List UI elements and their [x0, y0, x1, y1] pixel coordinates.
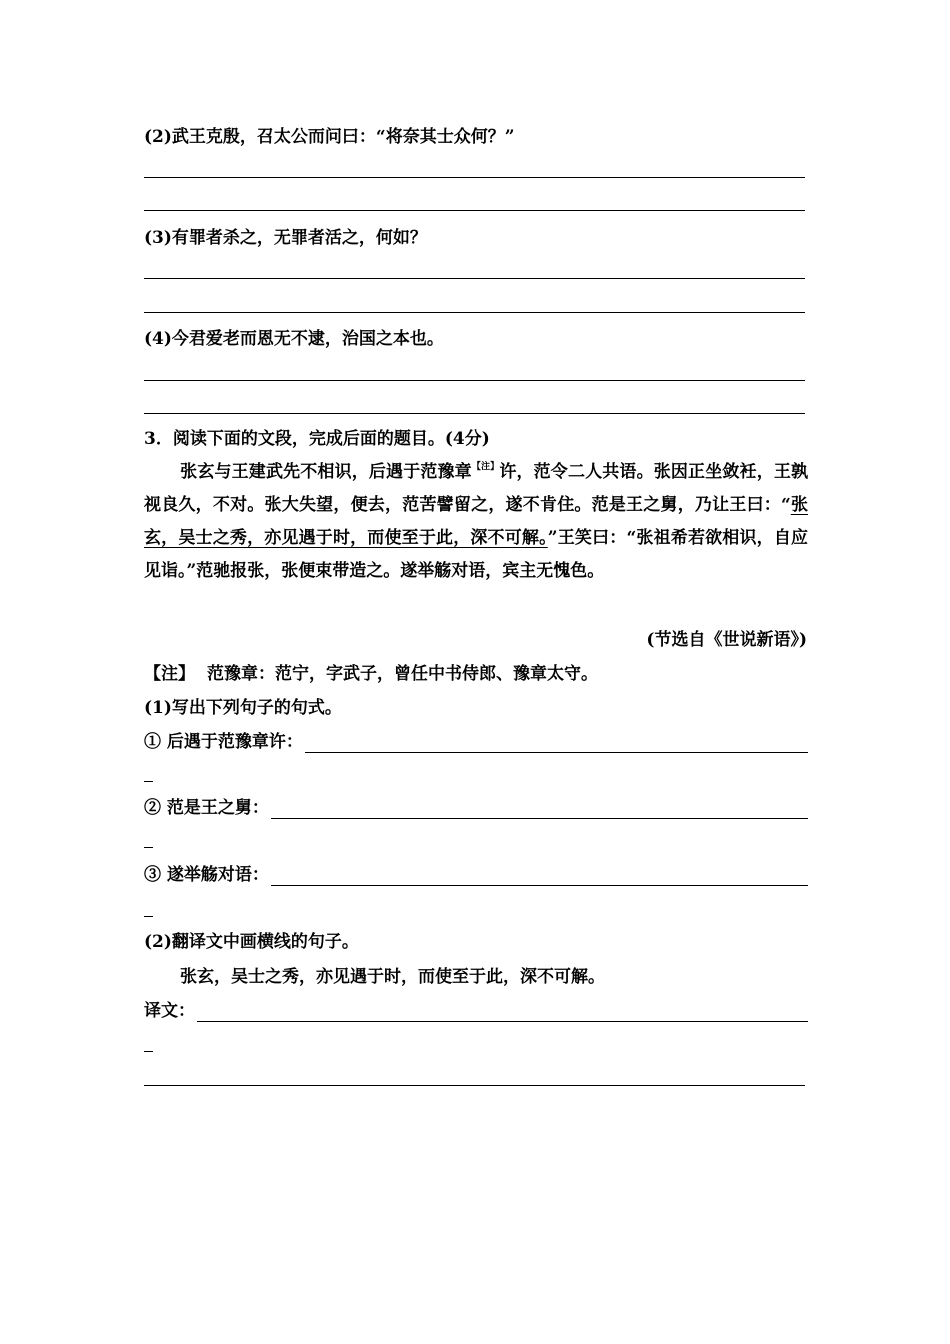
answer-blank[interactable]: [271, 800, 808, 819]
underlined-sentence: 张玄，吴士之秀，亦见遇于时，而使至于此，深不可解。: [144, 495, 808, 548]
subquestion-1-title: (1)写出下列句子的句式。: [144, 698, 342, 718]
translation-label: 译文：: [144, 1001, 195, 1021]
answer-blank[interactable]: [197, 1003, 808, 1022]
sentence-to-translate: 张玄，吴士之秀，亦见遇于时，而使至于此，深不可解。: [180, 967, 605, 987]
answer-line[interactable]: [144, 278, 805, 279]
footnote-text: 范豫章：范宁，字武子，曾任中书侍郎、豫章太守。: [207, 664, 598, 684]
answer-line[interactable]: [144, 312, 805, 313]
answer-blank[interactable]: [305, 734, 808, 753]
answer-row-3: [144, 864, 808, 886]
question-3-title: 3．阅读下面的文段，完成后面的题目。(4分): [144, 429, 490, 449]
answer-line[interactable]: [144, 177, 805, 178]
item-label: ② 范是王之舅：: [144, 798, 269, 818]
passage-text: ”王笑曰：“张祖希若欲相识，自应见诣。”范驰报张，张便束带造之。遂举觞对语，宾主无愧色。: [144, 528, 809, 581]
wrap-dash: [144, 781, 153, 782]
question-2-item-4: (4)今君爱老而恩无不逮，治国之本也。: [144, 329, 444, 349]
answer-line[interactable]: [144, 210, 805, 211]
question-2-item-2: (2)武王克殷，召太公而问曰：“将奈其士众何？”: [144, 127, 515, 147]
note-marker: 【注】: [471, 462, 500, 472]
footnote: [144, 663, 598, 685]
wrap-dash: [144, 847, 153, 848]
wrap-dash: [144, 916, 153, 917]
answer-row-2: [144, 797, 808, 819]
question-2-item-3: (3)有罪者杀之，无罪者活之，何如？: [144, 228, 427, 248]
answer-line[interactable]: [144, 380, 805, 381]
item-label: ③ 遂举觞对语：: [144, 865, 269, 885]
reading-passage: [144, 456, 808, 588]
footnote-label: 【注】: [144, 664, 195, 684]
subquestion-2-title: (2)翻译文中画横线的句子。: [144, 932, 359, 952]
passage-text: 张玄与王建武先不相识，后遇于范豫章: [180, 462, 472, 482]
answer-blank[interactable]: [271, 867, 808, 886]
source-citation: (节选自《世说新语》): [646, 630, 807, 650]
item-label: ① 后遇于范豫章许：: [144, 732, 303, 752]
answer-row-1: [144, 731, 808, 753]
answer-line[interactable]: [144, 1085, 805, 1086]
translation-row: [144, 1000, 808, 1022]
answer-line[interactable]: [144, 413, 805, 414]
wrap-dash: [144, 1051, 153, 1052]
passage-text: 许，范令二人共语。张因正坐敛衽，王孰视良久，不对。张大失望，便去，范苦譬留之，遂不肯住。范是王之舅，乃让王曰：“: [144, 462, 809, 515]
